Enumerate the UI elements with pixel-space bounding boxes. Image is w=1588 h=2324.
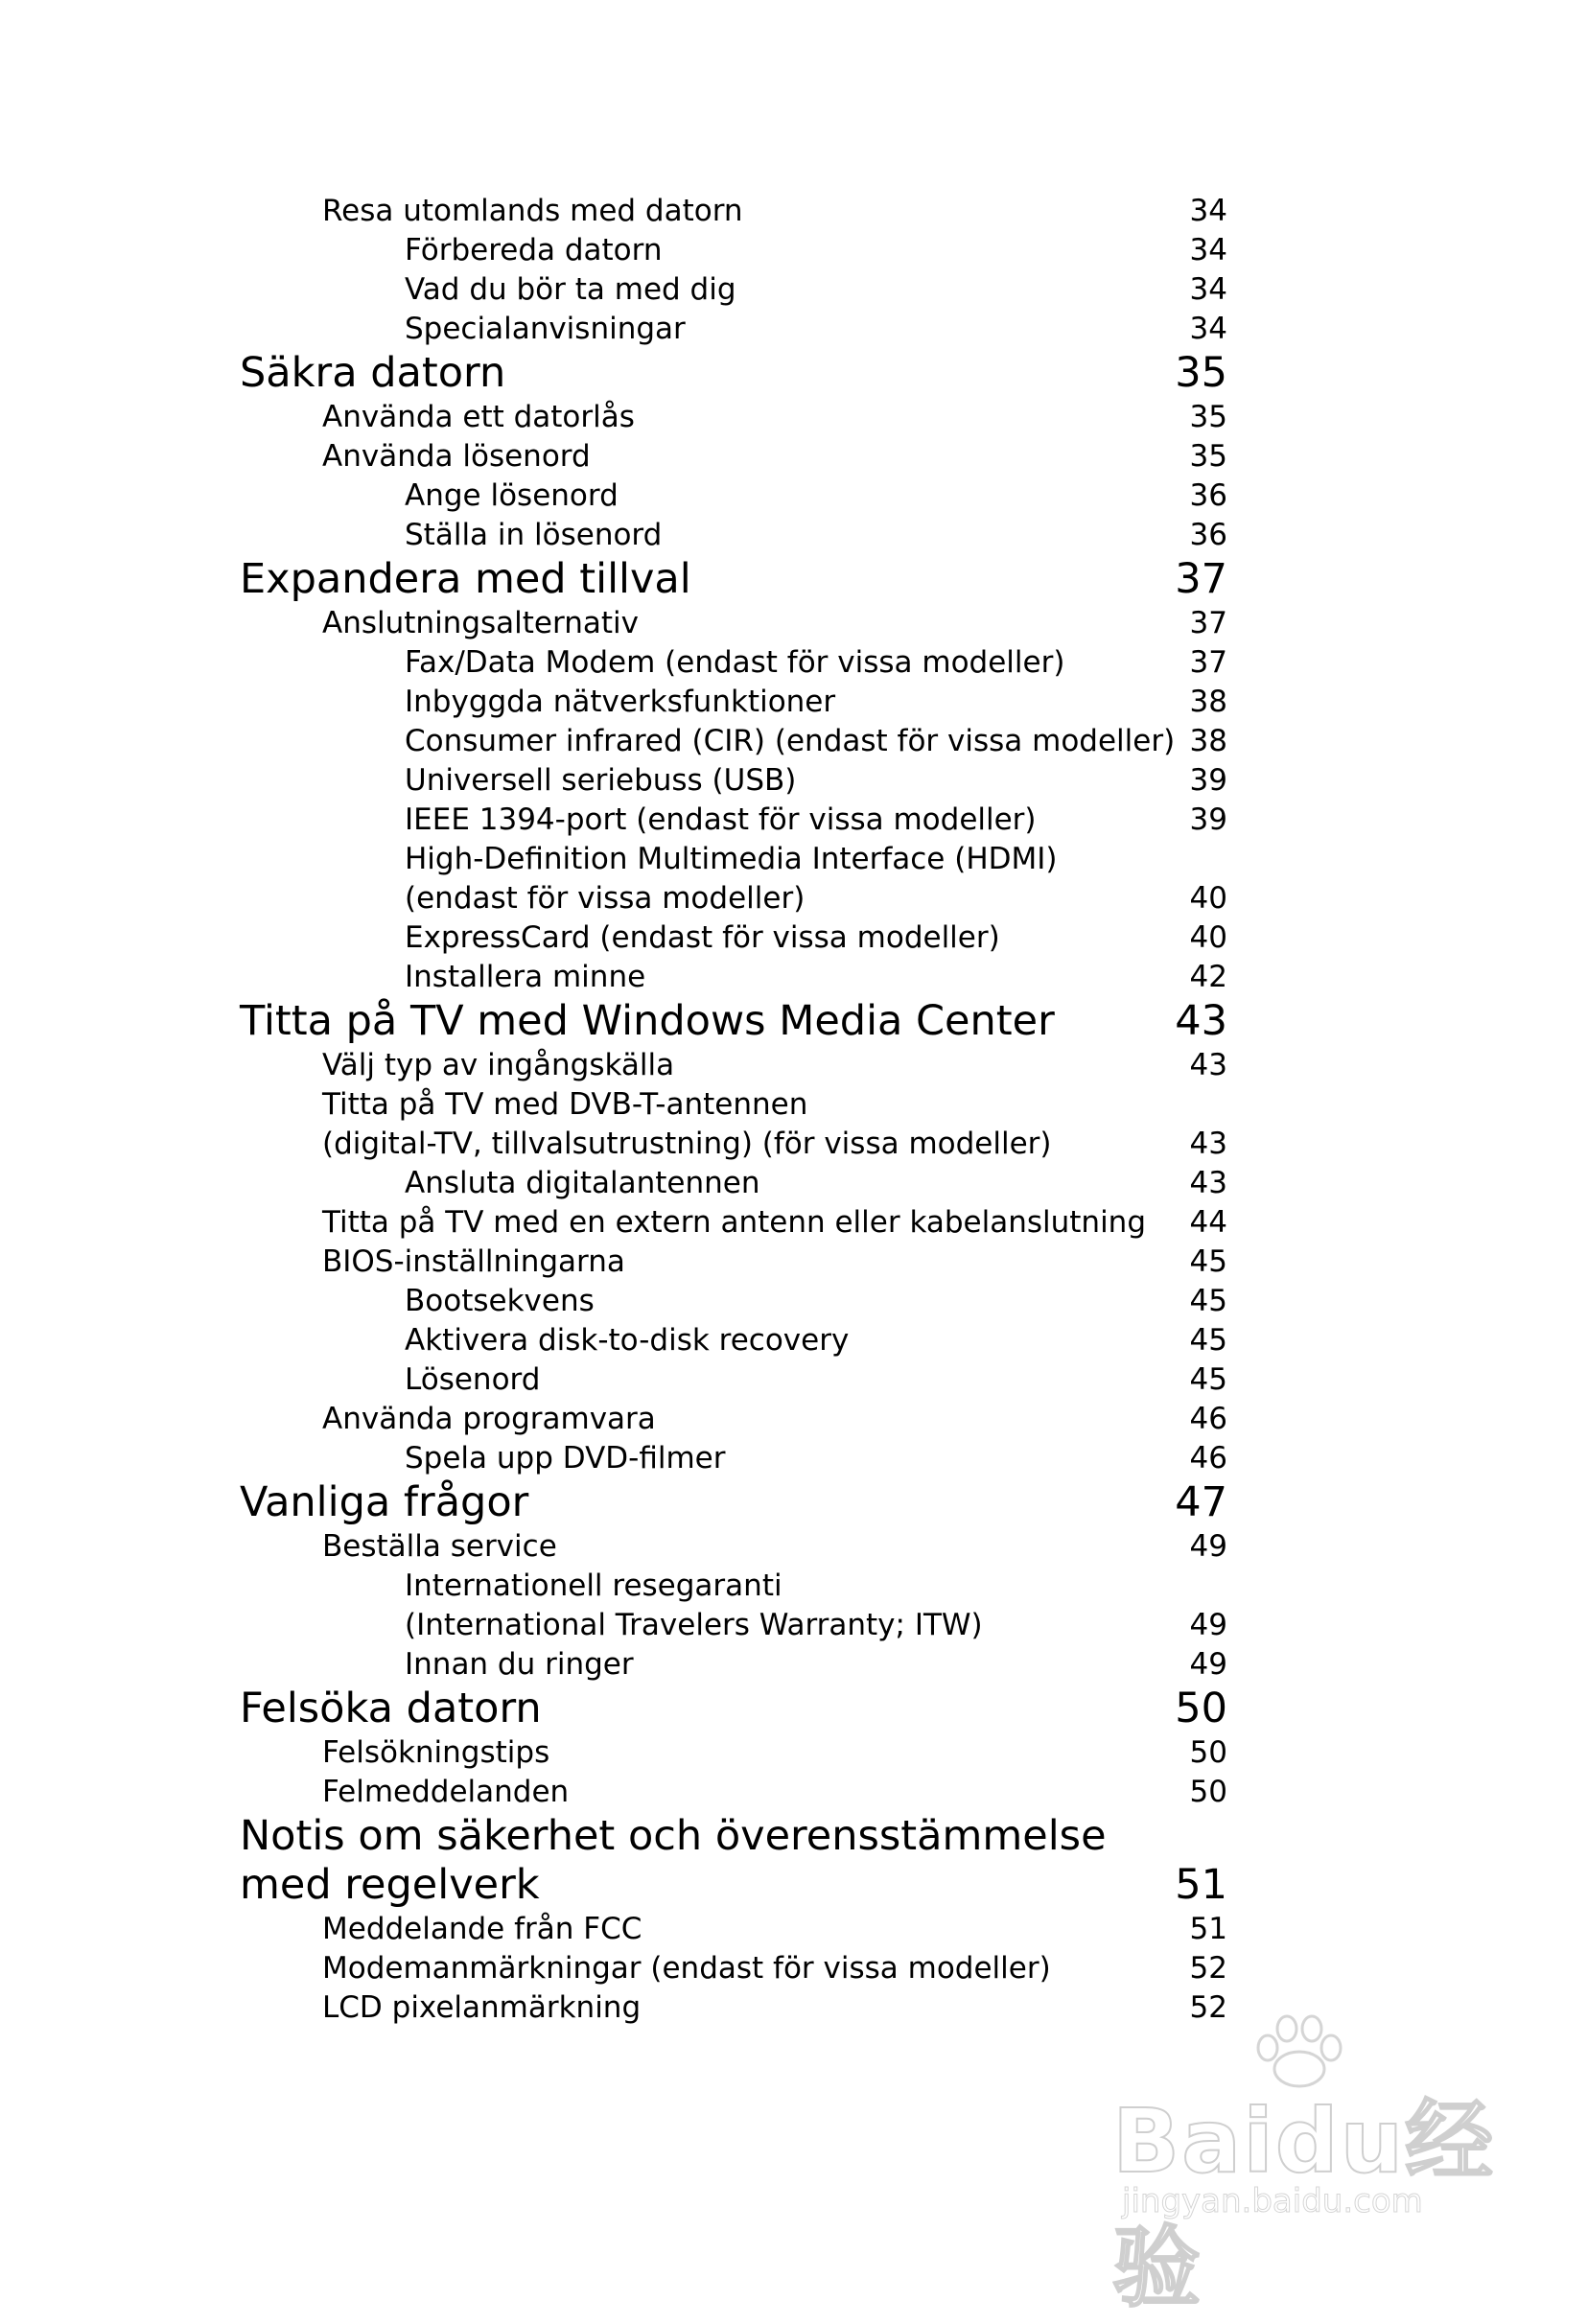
toc-subsection[interactable] — [240, 1282, 1227, 1321]
toc-title: Lösenord — [405, 1362, 541, 1397]
toc-subsection[interactable] — [240, 1321, 1227, 1360]
toc-subsection[interactable] — [240, 231, 1227, 270]
toc-section[interactable] — [240, 1243, 1227, 1282]
toc-title: med regelverk — [240, 1861, 540, 1909]
toc-subsection[interactable] — [240, 1567, 1227, 1606]
toc-title: Installera minne — [405, 960, 646, 994]
toc-page-number: 45 — [1189, 1244, 1227, 1279]
toc-page-number: 43 — [1189, 1048, 1227, 1082]
toc-title: Resa utomlands med datorn — [322, 194, 743, 228]
toc-page-number: 45 — [1189, 1284, 1227, 1318]
toc-title: Ställa in lösenord — [405, 518, 663, 552]
toc-page-number: 50 — [1189, 1775, 1227, 1809]
toc-page-number: 45 — [1189, 1362, 1227, 1397]
toc-title: Använda programvara — [322, 1402, 656, 1436]
toc-page-number: 47 — [1175, 1478, 1227, 1526]
toc-page-number: 37 — [1175, 555, 1227, 603]
toc-title: (digital-TV, tillvalsutrustning) (för vissa modeller) — [322, 1127, 1052, 1161]
toc-title: Titta på TV med DVB-T-antennen — [322, 1087, 808, 1122]
watermark-url: jingyan.baidu.com — [1122, 2182, 1423, 2220]
toc-subsection[interactable] — [240, 1606, 1227, 1645]
toc-page-number: 34 — [1189, 194, 1227, 228]
toc-page-number: 49 — [1189, 1608, 1227, 1642]
toc-title: Ange lösenord — [405, 478, 619, 513]
toc-title: Notis om säkerhet och överensstämmelse — [240, 1812, 1107, 1860]
toc-page-number: 37 — [1189, 606, 1227, 640]
toc-title: High-Definition Multimedia Interface (HDMI) — [405, 842, 1058, 876]
toc-page-number: 37 — [1189, 645, 1227, 680]
toc-title: Använda lösenord — [322, 439, 591, 474]
toc-section[interactable] — [240, 1910, 1227, 1949]
toc-subsection[interactable] — [240, 270, 1227, 310]
toc-title: Fax/Data Modem (endast för vissa modeller) — [405, 645, 1065, 680]
toc-title: Vanliga frågor — [240, 1478, 529, 1526]
toc-page-number: 38 — [1189, 685, 1227, 719]
toc-title: Aktivera disk-to-disk recovery — [405, 1323, 850, 1358]
toc-page-number: 46 — [1189, 1402, 1227, 1436]
toc-title: Titta på TV med Windows Media Center — [240, 997, 1055, 1045]
toc-subsection[interactable] — [240, 643, 1227, 683]
toc-page-number: 40 — [1189, 881, 1227, 916]
toc-title: Felsöka datorn — [240, 1685, 542, 1732]
toc-title: IEEE 1394-port (endast för vissa modeller) — [405, 802, 1037, 837]
watermark-brand: Baidu经验 — [1112, 2090, 1496, 2319]
toc-section[interactable] — [240, 1203, 1227, 1243]
watermark — [1112, 2013, 1496, 2319]
toc-title: Innan du ringer — [405, 1647, 634, 1682]
toc-title: Bootsekvens — [405, 1284, 595, 1318]
toc-page-number: 44 — [1189, 1205, 1227, 1240]
toc-page-number: 51 — [1175, 1861, 1227, 1909]
toc-page-number: 40 — [1189, 920, 1227, 955]
toc-title: Consumer infrared (CIR) (endast för vissa modeller) — [405, 724, 1176, 758]
toc-page-number: 39 — [1189, 802, 1227, 837]
toc-title: Modemanmärkningar (endast för vissa modeller) — [322, 1951, 1051, 1986]
toc-title: Använda ett datorlås — [322, 400, 635, 434]
toc-page-number: 34 — [1189, 272, 1227, 307]
toc-page-number: 49 — [1189, 1529, 1227, 1564]
toc-page-number: 49 — [1189, 1647, 1227, 1682]
toc-subsection[interactable] — [240, 476, 1227, 516]
toc-section[interactable] — [240, 1733, 1227, 1773]
toc-page-number: 34 — [1189, 233, 1227, 267]
toc-chapter[interactable] — [240, 1861, 1227, 1910]
toc-subsection[interactable] — [240, 958, 1227, 997]
toc-title: Internationell resegaranti — [405, 1569, 782, 1603]
toc-subsection[interactable] — [240, 879, 1227, 918]
toc-page-number: 43 — [1189, 1166, 1227, 1200]
toc-subsection[interactable] — [240, 761, 1227, 801]
toc-subsection[interactable] — [240, 1164, 1227, 1203]
toc-page-number: 52 — [1189, 1951, 1227, 1986]
toc-chapter[interactable] — [240, 1812, 1227, 1861]
toc-page-number: 35 — [1189, 400, 1227, 434]
toc-page-number: 34 — [1189, 312, 1227, 346]
toc-page-number: 43 — [1175, 997, 1227, 1045]
toc-page-number: 35 — [1189, 439, 1227, 474]
toc-subsection[interactable] — [240, 801, 1227, 840]
toc-page-number: 51 — [1189, 1912, 1227, 1946]
toc-page-number: 38 — [1189, 724, 1227, 758]
toc-chapter[interactable] — [240, 1478, 1227, 1527]
toc-title: Meddelande från FCC — [322, 1912, 642, 1946]
toc-section[interactable] — [240, 1527, 1227, 1567]
toc-page-number: 52 — [1189, 1990, 1227, 2025]
toc-title: Expandera med tillval — [240, 555, 691, 603]
toc-title: Säkra datorn — [240, 349, 506, 397]
toc-title: Anslutningsalternativ — [322, 606, 639, 640]
toc-subsection[interactable] — [240, 310, 1227, 349]
toc-title: BIOS-inställningarna — [322, 1244, 625, 1279]
toc-title: Välj typ av ingångskälla — [322, 1048, 675, 1082]
toc-subsection[interactable] — [240, 918, 1227, 958]
toc-page-number: 46 — [1189, 1441, 1227, 1476]
toc-section[interactable] — [240, 1400, 1227, 1439]
toc-section[interactable] — [240, 1773, 1227, 1812]
toc-subsection[interactable] — [240, 1645, 1227, 1685]
toc-title: Förbereda datorn — [405, 233, 663, 267]
toc-section[interactable] — [240, 1125, 1227, 1164]
toc-subsection[interactable] — [240, 840, 1227, 879]
toc-section[interactable] — [240, 604, 1227, 643]
toc-title: Spela upp DVD-filmer — [405, 1441, 726, 1476]
toc-section[interactable] — [240, 1949, 1227, 1988]
toc-chapter[interactable] — [240, 555, 1227, 604]
table-of-contents — [240, 192, 1227, 2028]
toc-subsection[interactable] — [240, 1360, 1227, 1400]
toc-title: ExpressCard (endast för vissa modeller) — [405, 920, 1000, 955]
toc-subsection[interactable] — [240, 1439, 1227, 1478]
toc-title: Universell seriebuss (USB) — [405, 763, 797, 798]
toc-title: Felmeddelanden — [322, 1775, 570, 1809]
toc-page-number: 36 — [1189, 518, 1227, 552]
toc-page-number: 39 — [1189, 763, 1227, 798]
toc-title: Beställa service — [322, 1529, 557, 1564]
toc-chapter[interactable] — [240, 349, 1227, 398]
toc-section[interactable] — [240, 1085, 1227, 1125]
toc-page-number: 50 — [1175, 1685, 1227, 1732]
toc-title: (International Travelers Warranty; ITW) — [405, 1608, 983, 1642]
toc-title: Inbyggda nätverksfunktioner — [405, 685, 836, 719]
toc-subsection[interactable] — [240, 722, 1227, 761]
toc-title: Vad du bör ta med dig — [405, 272, 736, 307]
toc-chapter[interactable] — [240, 1685, 1227, 1733]
toc-title: Specialanvisningar — [405, 312, 686, 346]
toc-title: Ansluta digitalantennen — [405, 1166, 760, 1200]
toc-section[interactable] — [240, 1988, 1227, 2028]
toc-subsection[interactable] — [240, 516, 1227, 555]
toc-page-number: 36 — [1189, 478, 1227, 513]
toc-page-number: 43 — [1189, 1127, 1227, 1161]
toc-page-number: 35 — [1175, 349, 1227, 397]
toc-section[interactable] — [240, 192, 1227, 231]
toc-title: Felsökningstips — [322, 1735, 550, 1770]
toc-section[interactable] — [240, 398, 1227, 437]
toc-title: Titta på TV med en extern antenn eller kabelanslutning — [322, 1205, 1147, 1240]
toc-page-number: 42 — [1189, 960, 1227, 994]
toc-title: (endast för vissa modeller) — [405, 881, 806, 916]
toc-title: LCD pixelanmärkning — [322, 1990, 642, 2025]
toc-section[interactable] — [240, 437, 1227, 476]
toc-chapter[interactable] — [240, 997, 1227, 1046]
toc-page-number: 50 — [1189, 1735, 1227, 1770]
toc-subsection[interactable] — [240, 683, 1227, 722]
toc-page-number: 45 — [1189, 1323, 1227, 1358]
toc-section[interactable] — [240, 1046, 1227, 1085]
